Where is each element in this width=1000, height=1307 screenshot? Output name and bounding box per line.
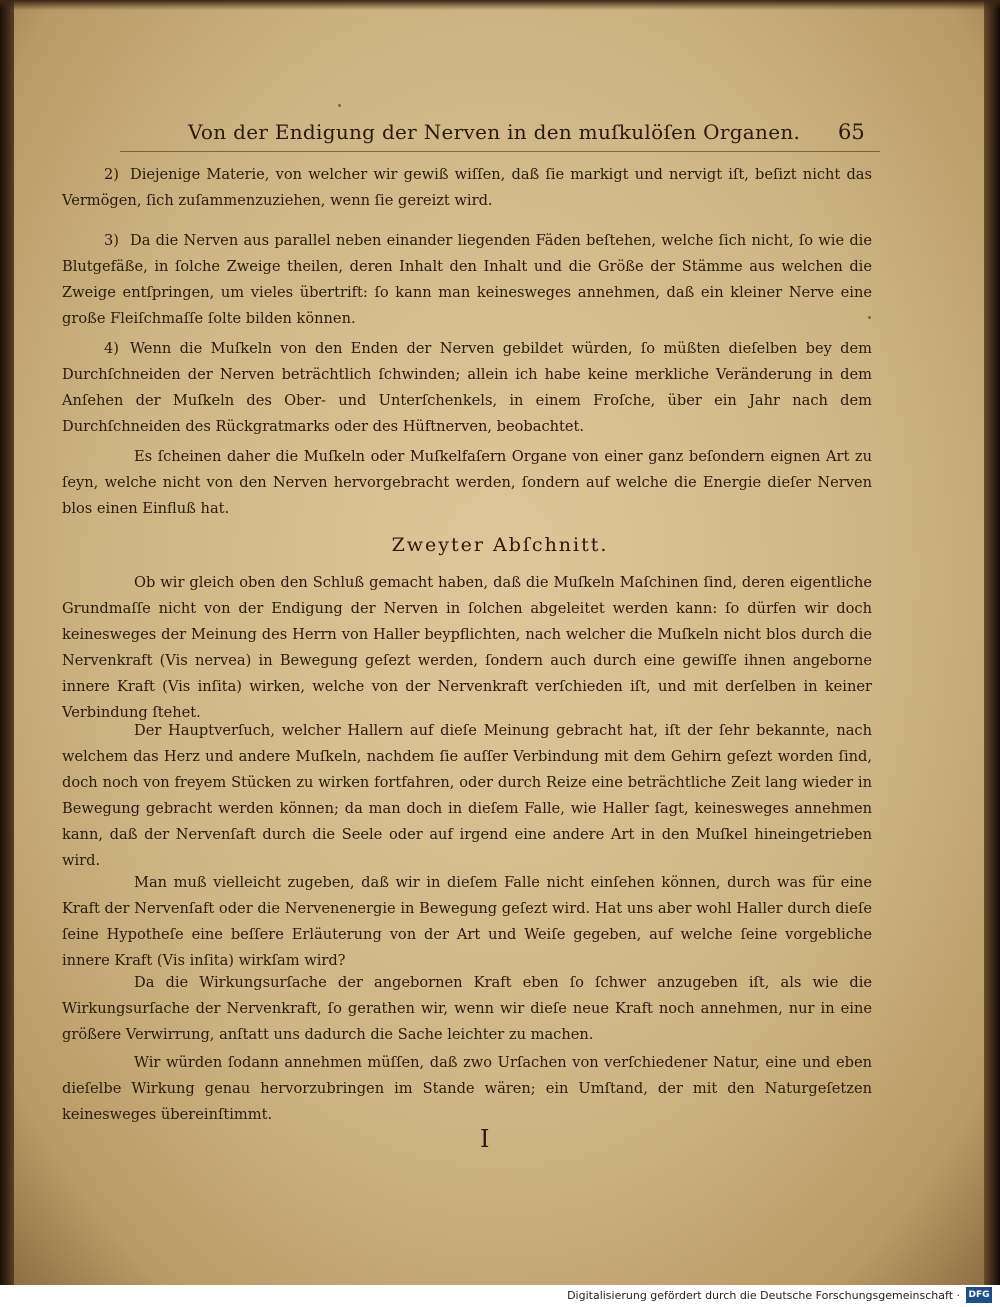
item-text: Wenn die Muſkeln von den Enden der Nerven gebildet würden, ſo müßten dieſelben bey dem Durchſchneiden der Nerven beträchtlich ſchwinden; allein ich habe keine merkliche Veränderung in dem Anſehen der Muſkeln des Ober- und Unterſchenkels, in einem Froſche, über ein Jahr nach dem Durchſchneiden des Rückgratmarks oder des Hüftnerven, beobachtet.	[62, 340, 872, 435]
conclusion-paragraph: Es ſcheinen daher die Muſkeln oder Muſkelfaſern Organe von einer ganz beſondern eignen Art zu ſeyn, welche nicht von den Nerven hervorgebracht werden, ſondern auf welche die Energie dieſer Nerven blos einen Einfluß hat.	[62, 448, 872, 517]
ink-speck	[338, 104, 341, 107]
dfg-logo-icon: DFG	[966, 1287, 992, 1303]
funding-credit: Digitalisierung gefördert durch die Deutsche Forschungsgemeinschaft ·	[567, 1289, 960, 1302]
item-text: Da die Nerven aus parallel neben einander liegenden Fäden beſtehen, welche ſich nicht, ſo wie die Blutgefäße, in ſolche Zweige theilen, deren Inhalt den Inhalt und die Größe der Stämme aus welchen die Zweige entſpringen, um vieles übertrift: ſo kann man keinesweges annehmen, daß ein kleiner Nerve eine große Fleiſchmaſſe ſolte bilden können.	[62, 232, 872, 327]
body-paragraph: Ob wir gleich oben den Schluß gemacht haben, daß die Muſkeln Maſchinen ſind, deren eigentliche Grundmaſſe nicht von der Endigung der Nerven in ſolchen abgeleitet werden kann: ſo dürfen wir doch keinesweges der Meinung des Herrn von Haller beypflichten, nach welcher die Muſkeln nicht blos durch die Nervenkraft (Vis nervea) in Bewegung geſezt werden, ſondern auch durch eine gewiſſe ihnen angeborne innere Kraft (Vis inſita) wirken, welche von der Nervenkraft verſchieden iſt, und mit derſelben in keiner Verbindung ſtehet.	[62, 574, 872, 721]
body-paragraph: Der Hauptverſuch, welcher Hallern auf dieſe Meinung gebracht hat, iſt der ſehr bekannte, nach welchem das Herz und andere Muſkeln, nachdem ſie auſſer Verbindung mit dem Gehirn geſezt worden ſind, doch noch von freyem Stücken zu wirken fortfahren, oder durch Reize eine beträchtliche Zeit lang wieder in Bewegung gebracht werden können; da man doch in dieſem Falle, wie Haller ſagt, keinesweges annehmen kann, daß der Nervenſaft durch die Seele oder auf irgend eine andere Art in den Muſkel hineingetrieben wird.	[62, 722, 872, 869]
body-paragraph: Wir würden ſodann annehmen müſſen, daß zwo Urſachen von verſchiedener Natur, eine und eben dieſelbe Wirkung genau hervorzubringen im Stande wären; ein Umſtand, der mit den Naturgeſetzen keinesweges übereinſtimmt.	[62, 1054, 872, 1123]
item-text: Diejenige Materie, von welcher wir gewiß wiſſen, daß ſie markigt und nervigt iſt, beſizt nicht das Vermögen, ſich zuſammenzuziehen, wenn ſie gereizt wird.	[62, 166, 872, 209]
page-edge-right	[984, 0, 1000, 1285]
list-item	[62, 162, 872, 214]
running-title: Von der Endigung der Nerven in den muſkulöſen Organen.	[188, 120, 801, 144]
item-number: 2)	[104, 166, 119, 183]
item-number: 3)	[104, 232, 119, 249]
list-item	[62, 228, 872, 332]
body-paragraph: Da die Wirkungsurſache der angebornen Kraft eben ſo ſchwer anzugeben iſt, als wie die Wirkungsurſache der Nervenkraft, ſo gerathen wir, wenn wir dieſe neue Kraft noch annehmen, nur in eine größere Verwirrung, anſtatt uns dadurch die Sache leichter zu machen.	[62, 974, 872, 1043]
page-number: 65	[838, 120, 865, 144]
header-rule	[120, 151, 880, 152]
item-number: 4)	[104, 340, 119, 357]
page-edge-left	[0, 0, 14, 1285]
section-heading: Zweyter Abſchnitt.	[391, 534, 609, 556]
body-paragraph: Man muß vielleicht zugeben, daß wir in dieſem Falle nicht einſehen können, durch was für eine Kraft der Nervenſaft oder die Nervenenergie in Bewegung geſezt wird. Hat uns aber wohl Haller durch dieſe ſeine Hypotheſe eine beſſere Erläuterung von der Art und Weiſe gegeben, auf welche ſeine vorgebliche innere Kraft (Vis inſita) wirkſam wird?	[62, 874, 872, 969]
catchword: I	[480, 1125, 490, 1153]
list-item	[62, 336, 872, 440]
page-edge-top	[0, 0, 1000, 10]
